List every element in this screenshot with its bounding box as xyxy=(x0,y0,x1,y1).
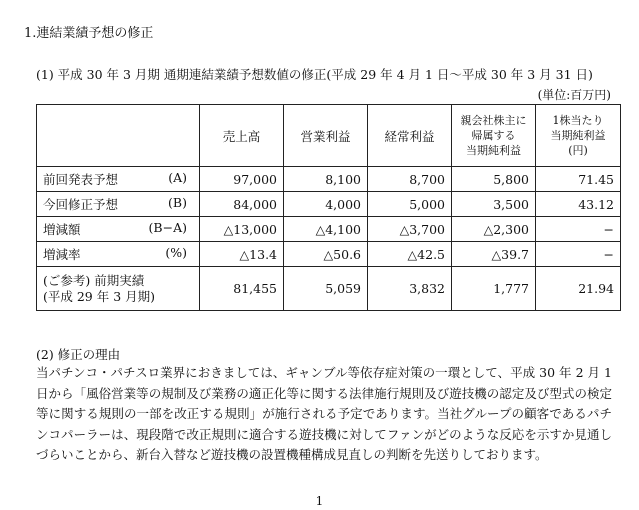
table-row xyxy=(37,192,621,217)
row-label xyxy=(37,267,200,311)
header-sales: 売上高 xyxy=(200,105,284,167)
cell-sales: 97,000 xyxy=(200,167,284,192)
header-ordinary-profit: 経常利益 xyxy=(368,105,452,167)
row-label-text: 増減率 xyxy=(43,247,81,262)
table-row xyxy=(37,167,621,192)
row-label-suffix: (B−A) xyxy=(148,220,187,235)
row-label-text: (ご参考) 前期実績 xyxy=(43,272,145,288)
row-label-text: 増減額 xyxy=(43,222,81,237)
cell-sales: △13,000 xyxy=(200,217,284,242)
cell-ordinary-profit: △42.5 xyxy=(368,242,452,267)
forecast-revision-heading: (1) 平成 30 年 3 月期 通期連結業績予想数値の修正(平成 29 年 4 月 1 日〜平成 30 年 3 月 31 日) xyxy=(36,67,593,82)
row-label xyxy=(37,242,200,267)
revision-reason-paragraph: 当パチンコ・パチスロ業界におきましては、ギャンブル等依存症対策の一環として、平成 30 年 2 月 1 日から「風俗営業等の規制及び業務の適正化等に関する法律施行規則及び遊技機の認定及び型式の検定等に関する規則の一部を改正する規則」が施行される予定であります。当社グループの顧客であるパチンコパーラーは、現段階で改正規則に適合する遊技機に対してファンがどのような反応を示すか見通しづらいことから、新台入替など遊技機の設置機種構成見直しの判断を先送りしております。 xyxy=(36,365,612,462)
table-row xyxy=(37,242,621,267)
row-label-suffix: (A) xyxy=(168,170,187,185)
header-blank xyxy=(37,105,200,167)
cell-ordinary-profit: 3,832 xyxy=(368,267,452,311)
cell-eps: − xyxy=(536,217,621,242)
header-net-income xyxy=(452,105,536,167)
row-label-text: (平成 29 年 3 月期) xyxy=(43,288,156,304)
table-row xyxy=(37,267,621,311)
header-eps-line: 1株当たり xyxy=(552,114,604,127)
header-operating-profit: 営業利益 xyxy=(284,105,368,167)
header-eps xyxy=(536,105,621,167)
revision-reason-heading: (2) 修正の理由 xyxy=(36,347,121,362)
cell-eps: 71.45 xyxy=(536,167,621,192)
cell-eps: 43.12 xyxy=(536,192,621,217)
cell-operating-profit: 5,059 xyxy=(284,267,368,311)
cell-ordinary-profit: 5,000 xyxy=(368,192,452,217)
header-net-income-line: 親会社株主に xyxy=(460,114,527,127)
cell-ordinary-profit: 8,700 xyxy=(368,167,452,192)
cell-eps: − xyxy=(536,242,621,267)
cell-net-income: 1,777 xyxy=(452,267,536,311)
cell-ordinary-profit: △3,700 xyxy=(368,217,452,242)
unit-label: (単位:百万円) xyxy=(537,88,611,102)
row-label-text: 今回修正予想 xyxy=(43,197,119,212)
cell-sales: 84,000 xyxy=(200,192,284,217)
table-row xyxy=(37,217,621,242)
row-label xyxy=(37,192,200,217)
cell-eps: 21.94 xyxy=(536,267,621,311)
header-eps-line: 当期純利益 (円) xyxy=(550,129,606,157)
cell-operating-profit: 4,000 xyxy=(284,192,368,217)
cell-net-income: 5,800 xyxy=(452,167,536,192)
row-label-suffix: (%) xyxy=(165,245,187,260)
header-net-income-line: 帰属する xyxy=(471,129,516,142)
cell-operating-profit: 8,100 xyxy=(284,167,368,192)
cell-sales: △13.4 xyxy=(200,242,284,267)
cell-operating-profit: △50.6 xyxy=(284,242,368,267)
row-label xyxy=(37,217,200,242)
row-label-suffix: (B) xyxy=(168,195,187,210)
table-header-row xyxy=(37,105,621,167)
cell-net-income: △2,300 xyxy=(452,217,536,242)
cell-sales: 81,455 xyxy=(200,267,284,311)
forecast-table xyxy=(36,104,621,311)
cell-net-income: △39.7 xyxy=(452,242,536,267)
row-label xyxy=(37,167,200,192)
header-net-income-line: 当期純利益 xyxy=(466,144,521,157)
cell-net-income: 3,500 xyxy=(452,192,536,217)
section-title: 1.連結業績予想の修正 xyxy=(24,26,154,41)
cell-operating-profit: △4,100 xyxy=(284,217,368,242)
row-label-text: 前回発表予想 xyxy=(43,172,119,187)
page-number: 1 xyxy=(315,494,324,508)
